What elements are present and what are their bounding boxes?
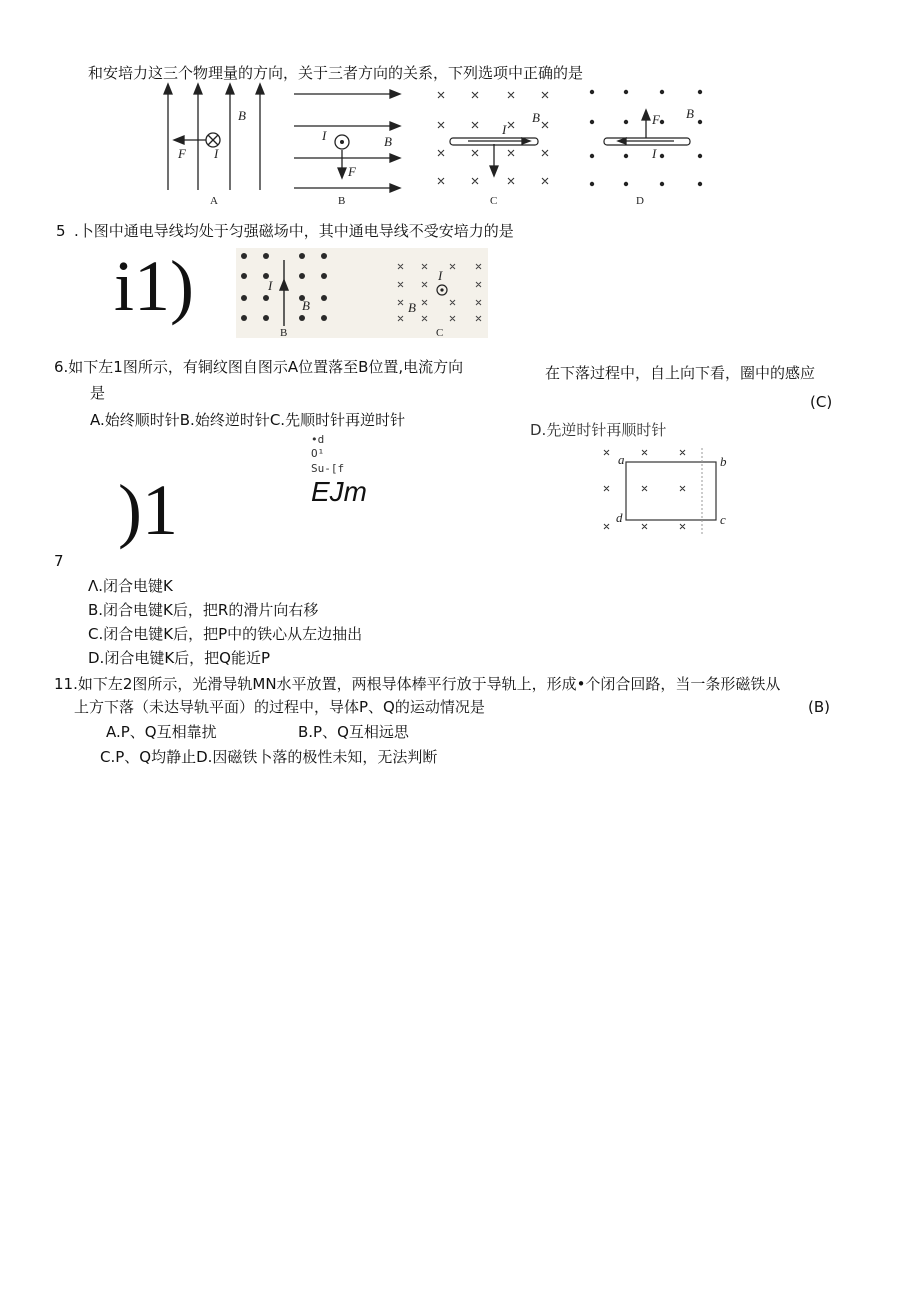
q4-figure-d: [578, 86, 710, 208]
q5b-i-label: I: [268, 278, 273, 293]
q6-garbled-small-2: O¹: [311, 447, 325, 460]
q4-figure-c: [432, 86, 562, 208]
q4c-b-label: B: [532, 110, 540, 125]
q6-options: A.始终顺时针B.始终逆时针C.先顺时针再逆时针: [90, 411, 406, 429]
q11-option-cd: C.P、Q均静止D.因磁铁卜落的极性未知，无法判断: [100, 748, 438, 766]
q6-garbled-small-1: •d: [311, 433, 325, 446]
q11-answer: (B): [808, 698, 830, 716]
q6-answer: (C): [810, 393, 833, 411]
q6-fig-d-label: d: [616, 510, 623, 525]
q6-stem-right: 在下落过程中，自上向下看，圈中的感应: [545, 364, 816, 382]
q4a-f-label: F: [178, 146, 186, 161]
q6-option-d-clipped: [530, 420, 690, 439]
q4d-caption: D: [636, 195, 644, 207]
q5-garbled-text: i1): [114, 246, 194, 326]
q7-option-a: Λ.闭合电键K: [88, 577, 173, 595]
q4-figure-a: [150, 82, 280, 208]
q5-number: 5: [56, 222, 66, 240]
q6-fig-c-label: c: [720, 512, 726, 527]
q4d-b-label: B: [686, 106, 694, 121]
q5b-b-label: B: [302, 298, 310, 313]
q6-figure: [600, 444, 732, 540]
q6-fig-b-label: b: [720, 454, 727, 469]
q4d-f-label: F: [652, 112, 660, 127]
q4c-i-label: I: [502, 122, 507, 137]
q5c-b-label: B: [408, 300, 416, 315]
q4b-b-label: B: [384, 134, 392, 149]
q7-option-d: D.闭合电键K后，把Q能近P: [88, 649, 271, 667]
q7-number: 7: [54, 552, 64, 570]
q6-garbled-big: )1: [118, 470, 178, 550]
q5-stem: .卜图中通电导线均处于匀强磁场中，其中通电导线不受安培力的是: [74, 222, 514, 240]
q5c-i-label: I: [438, 268, 443, 283]
q4-stem-tail: 和安培力这三个物理量的方向，关于三者方向的关系，下列选项中正确的是: [88, 64, 584, 82]
q4a-b-label: B: [238, 108, 246, 123]
q11-option-a: A.P、Q互相靠扰: [106, 723, 217, 741]
q6-option-d: D.先逆时针再顺时针: [530, 421, 667, 439]
q11-option-b: B.P、Q互相远思: [298, 723, 409, 741]
q11-stem-cont: 上方下落（未达导轨平面）的过程中，导体P、Q的运动情况是: [74, 698, 485, 716]
q7-option-b: B.闭合电键K后，把R的滑片向右移: [88, 601, 319, 619]
q5c-caption: C: [436, 327, 444, 339]
q4-figure-b: [290, 84, 410, 208]
q6-garbled-italic: EJm: [311, 476, 367, 507]
q11-stem: 11.如下左2图所示，光滑导轨MN水平放置，两根导体棒平行放于导轨上，形成•个闭合回路，当一条形磁铁从: [54, 675, 781, 693]
q4a-caption: A: [210, 195, 218, 207]
q6-garbled-small-3: Su-[f: [311, 462, 345, 475]
q7-option-c: C.闭合电键K后，把P中的铁心从左边抽出: [88, 625, 363, 643]
q4c-caption: C: [490, 195, 498, 207]
q4d-i-label: I: [652, 146, 657, 161]
q5b-caption: B: [280, 327, 288, 339]
q6-stem: 6.如下左1图所示，有铜纹图自图示A位置落至B位置,电流方向: [54, 358, 464, 376]
q6-fig-a-label: a: [618, 452, 625, 467]
q4b-f-label: F: [348, 164, 356, 179]
q4a-i-label: I: [214, 146, 219, 161]
q4b-caption: B: [338, 195, 346, 207]
q4b-i-label: I: [322, 128, 327, 143]
q5-figure: [236, 248, 488, 338]
q6-stem-cont: 是: [90, 384, 106, 402]
